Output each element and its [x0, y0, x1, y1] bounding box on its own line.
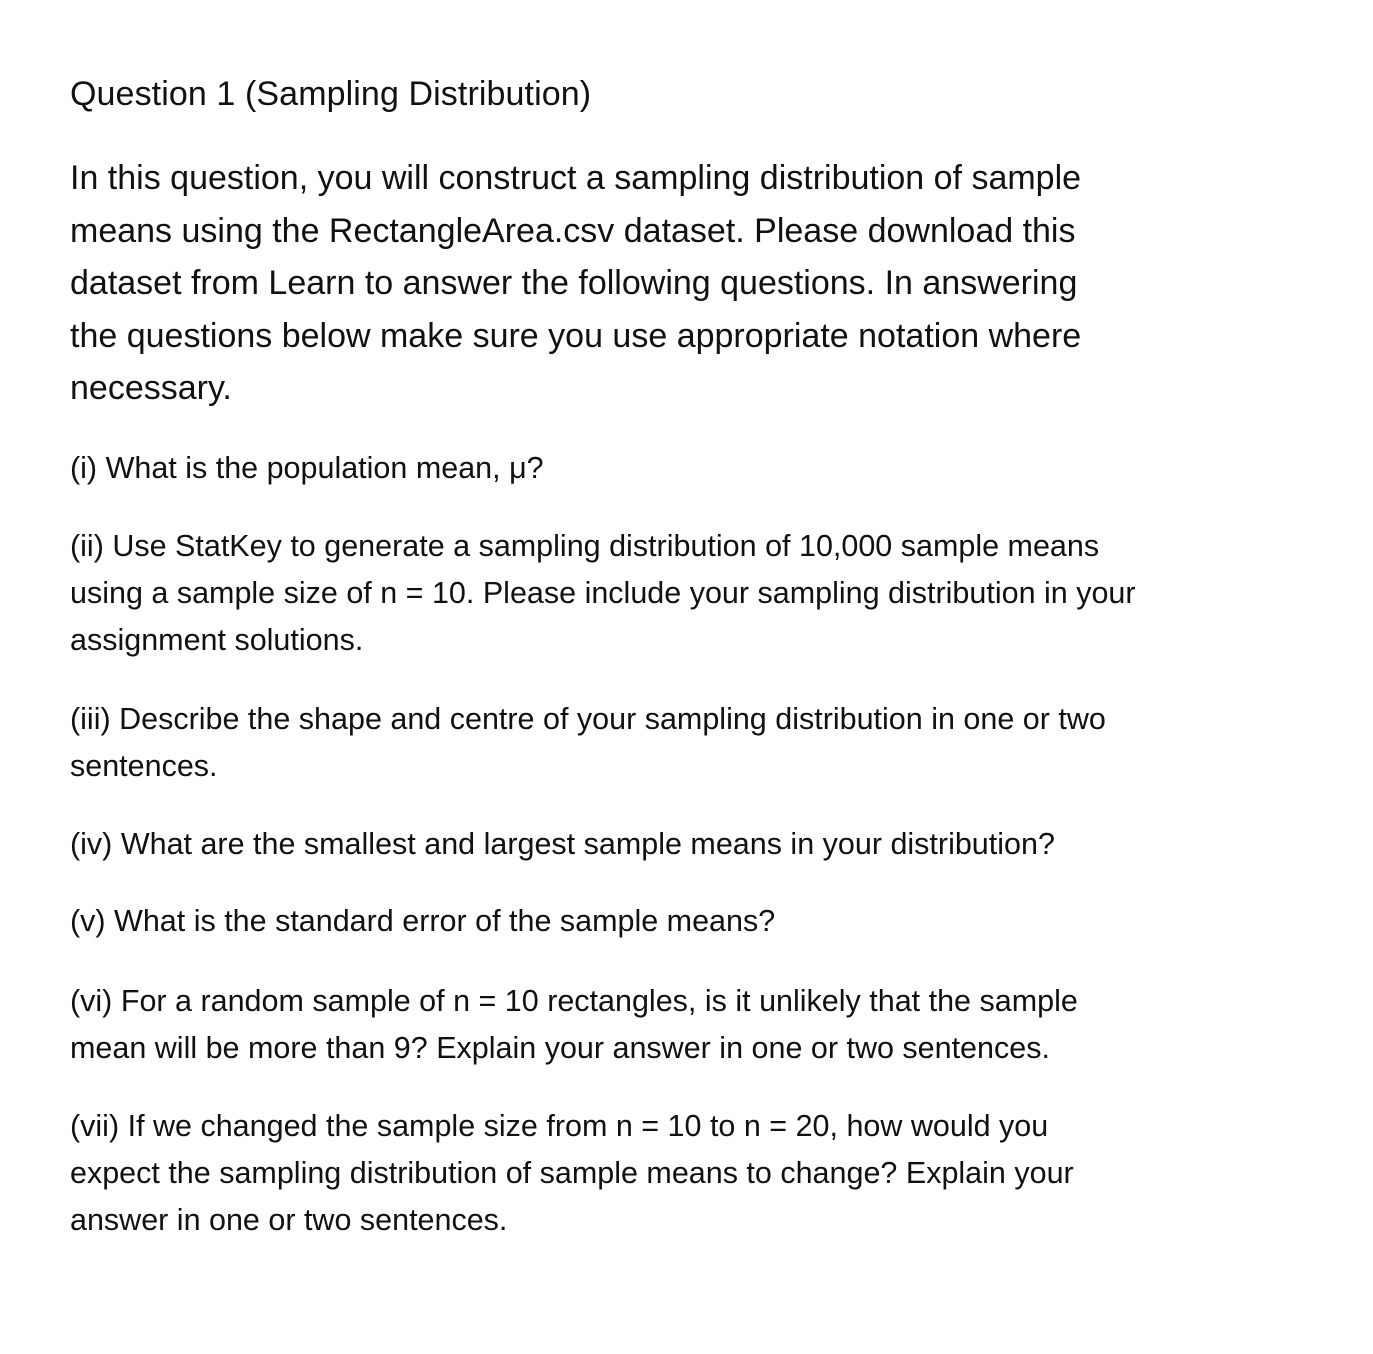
intro-line: means using the RectangleArea.csv dataset. Please download this	[70, 211, 1076, 250]
question-line: using a sample size of n = 10. Please include your sampling distribution in your	[70, 576, 1136, 610]
question-line: assignment solutions.	[70, 623, 364, 657]
intro-line: dataset from Learn to answer the following questions. In answering	[70, 264, 1078, 302]
question-v	[70, 898, 1330, 945]
question-line: (v) What is the standard error of the sample means?	[70, 904, 776, 938]
question-vii	[70, 1103, 1330, 1244]
question-line: mean will be more than 9? Explain your answer in one or two sentences.	[70, 1031, 1050, 1065]
question-iii	[70, 696, 1330, 790]
question-line: (vii) If we changed the sample size from n = 10 to n = 20, how would you	[70, 1109, 1049, 1143]
intro-paragraph	[70, 152, 1320, 415]
question-vi	[70, 978, 1330, 1072]
intro-line: the questions below make sure you use appropriate notation where	[70, 316, 1082, 355]
question-ii	[70, 523, 1330, 664]
question-line: (vi) For a random sample of n = 10 rectangles, is it unlikely that the sample	[70, 984, 1078, 1018]
question-iv	[70, 821, 1330, 868]
question-line: (ii) Use StatKey to generate a sampling distribution of 10,000 sample means	[70, 529, 1100, 563]
question-title: Question 1 (Sampling Distribution)	[70, 75, 592, 113]
question-line: sentences.	[70, 749, 218, 783]
question-line: expect the sampling distribution of sample means to change? Explain your	[70, 1156, 1074, 1190]
question-line: (iv) What are the smallest and largest sample means in your distribution?	[70, 827, 1055, 861]
intro-line: necessary.	[70, 369, 232, 407]
question-line: (i) What is the population mean, μ?	[70, 451, 544, 485]
question-line: (iii) Describe the shape and centre of your sampling distribution in one or two	[70, 702, 1106, 736]
intro-line: In this question, you will construct a sampling distribution of sample	[70, 159, 1082, 197]
question-i	[70, 445, 1330, 492]
question-line: answer in one or two sentences.	[70, 1203, 508, 1237]
